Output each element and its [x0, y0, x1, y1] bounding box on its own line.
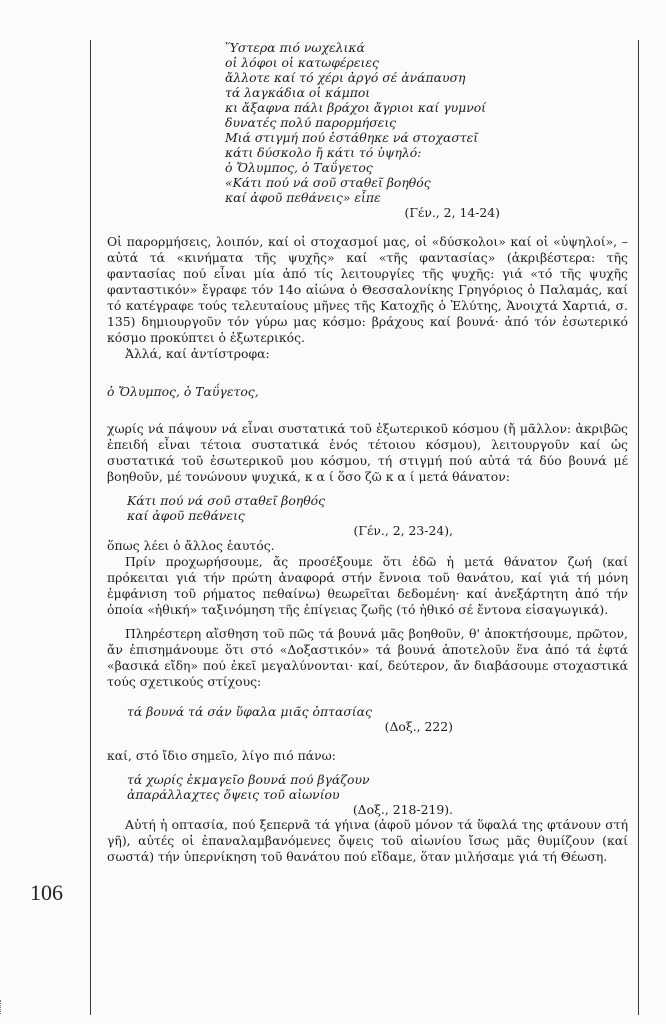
quote-line: τά βουνά τά σάν ὕφαλα μιᾶς ὀπτασίας [127, 704, 372, 719]
scan-edge-mark [0, 1000, 13, 1014]
verse-line: δυνατές πολύ παρορμήσεις [225, 115, 397, 130]
quote-block [127, 704, 628, 719]
left-margin-rule [90, 40, 91, 1015]
paragraph: Πληρέστερη αἴσθηση τοῦ πῶς τά βουνά μᾶς βοηθοῦν, θ' ἀποκτήσουμε, πρῶτον, ἄν ἐπισημάνουμε ὅτι στό «Δοξαστικόν» τά βουνά ἀποτελοῦν ἕνα ἀπό τά ἑφτά «βασικά εἴδη» πού ἐκεῖ μεγαλύνονται· καί, δεύτερον, ἄν διαβάσουμε στοχαστικά τούς σχετικούς στίχους: [107, 626, 628, 689]
verse-line: οἱ λόφοι οἱ κατωφέρειες [225, 55, 379, 70]
verse-line: τά λαγκάδια οἱ κάμποι [225, 85, 371, 100]
paragraph: ὅπως λέει ὁ ἄλλος ἑαυτός. [107, 538, 275, 553]
verse-line: ἄλλοτε καί τό χέρι ἀργό σέ ἀνάπαυση [225, 70, 466, 85]
verse-citation: (Γέν., 2, 14-24) [404, 205, 500, 220]
verse-line: κι ἄξαφνα πάλι βράχοι ἄγριοι καί γυμνοί [225, 100, 487, 115]
paragraph: Οἱ παρορμήσεις, λοιπόν, καί οἱ στοχασμοί μας, οἱ «δύσκολοι» καί οἱ «ὑψηλοί», – αὐτά τά «κινήματα τῆς ψυχῆς» καί «τῆς φαντασίας» (ἀκριβέστερα: τῆς φαντασίας πού εἶναι μία ἀπό τίς λειτουργίες τῆς ψυχῆς: γιά «τό τῆς ψυχῆς φανταστικόν» ἔγραφε τόν 14ο αἰώνα ὁ Θεσσαλονίκης Γρηγόριος ὁ Παλαμάς, καί τό κατέγραφε τούς τελευταίους μῆνες τῆς Κατοχῆς ὁ Ἐλύτης, Ἀνοιχτά Χαρτιά, σ. 135) δημιουργοῦν τόν γύρω μας κόσμο: βράχους καί βουνά· ἀπό τόν ἐσωτερικό κόσμο προκύπτει ὁ ἐξωτερικός. [107, 234, 628, 345]
quote-block [127, 493, 628, 523]
quote-line: Κάτι πού νά σοῦ σταθεῖ βοηθός [127, 493, 326, 508]
page-number: 106 [30, 880, 63, 905]
verse-line: «Κάτι πού νά σοῦ σταθεῖ βοηθός [225, 175, 431, 190]
quote-olympus: ὁ Ὄλυμπος, ὁ Ταΰγετος, [107, 384, 259, 399]
quote-citation: (Γέν., 2, 23-24), [353, 523, 453, 538]
verse-line: καί ἀφοῦ πεθάνεις» εἶπε [225, 190, 381, 205]
verse-line: ὁ Ὄλυμπος, ὁ Ταΰγετος [225, 160, 373, 175]
quote-citation: (Δοξ., 222) [384, 719, 453, 734]
paragraph: Πρίν προχωρήσουμε, ἄς προσέξουμε ὅτι ἐδῶ ἡ μετά θάνατον ζωή (καί πρόκειται γιά τήν πρώτη ἀναφορά στήν ἔννοια τοῦ θανάτου, καί γιά τή μόνη ἐμφάνιση τοῦ ρήματος πεθαίνω) θεωρεῖται δεδομένη· καί ἀνεξάρτητη ἀπό τήν ὁποία «ἠθική» ταξινόμηση τῆς ἐπίγειας ζωῆς (τό ἠθικό σέ ἔντονα εἰσαγωγικά). [107, 554, 628, 617]
page-text [107, 40, 628, 865]
quote-line: ἀπαράλλαχτες ὄψεις τοῦ αἰωνίου [127, 787, 340, 802]
paragraph: καί, στό ἴδιο σημεῖο, λίγο πιό πάνω: [107, 748, 336, 763]
quote-line: τά χωρίς ἐκμαγεῖο βουνά πού βγάζουν [127, 772, 370, 787]
quote-citation: (Δοξ., 218-219). [352, 802, 453, 817]
verse-line: κάτι δύσκολο ἤ κάτι τό ὑψηλό: [225, 145, 422, 160]
quote-block [127, 772, 628, 802]
verse-line: Ὕστερα πιό νωχελικά [225, 40, 365, 55]
paragraph: χωρίς νά πάψουν νά εἶναι συστατικά τοῦ ἐξωτερικοῦ κόσμου (ἤ μᾶλλον: ἀκριβῶς ἐπειδή εἶναι τέτοια συστατικά ἑνός τέτοιου κόσμου), λειτουργοῦν καί ὡς συστατικά τοῦ ἐσωτερικοῦ μου κόσμου, τή στιγμή πού αὐτά τά δύο βουνά μέ βοηθοῦν, μέ τονώνουν ψυχικά, κ α ί ὅσο ζῶ κ α ί μετά θάνατον: [107, 421, 628, 484]
right-margin-rule [638, 40, 639, 1015]
quote-line: καί ἀφοῦ πεθάνεις [127, 508, 245, 523]
paragraph: Ἀλλά, καί ἀντίστροφα: [125, 346, 270, 361]
paragraph: Αὐτή ἡ οπτασία, πού ξεπερνᾶ τά γήινα (ἀφοῦ μόνον τά ὕφαλά της φτάνουν στή γῆ), αὐτές οἱ ἐπαναλαμβανόμενες ὄψεις τοῦ αἰωνίου ἴσως μᾶς θυμίζουν (καί σωστά) τήν ὑπερνίκηση τοῦ θανάτου πού εἴδαμε, ὅταν μιλήσαμε γιά τή Θέωση. [107, 817, 628, 864]
verse-line: Μιά στιγμή πού ἐστάθηκε νά στοχαστεῖ [225, 130, 479, 145]
opening-verse [225, 40, 628, 205]
